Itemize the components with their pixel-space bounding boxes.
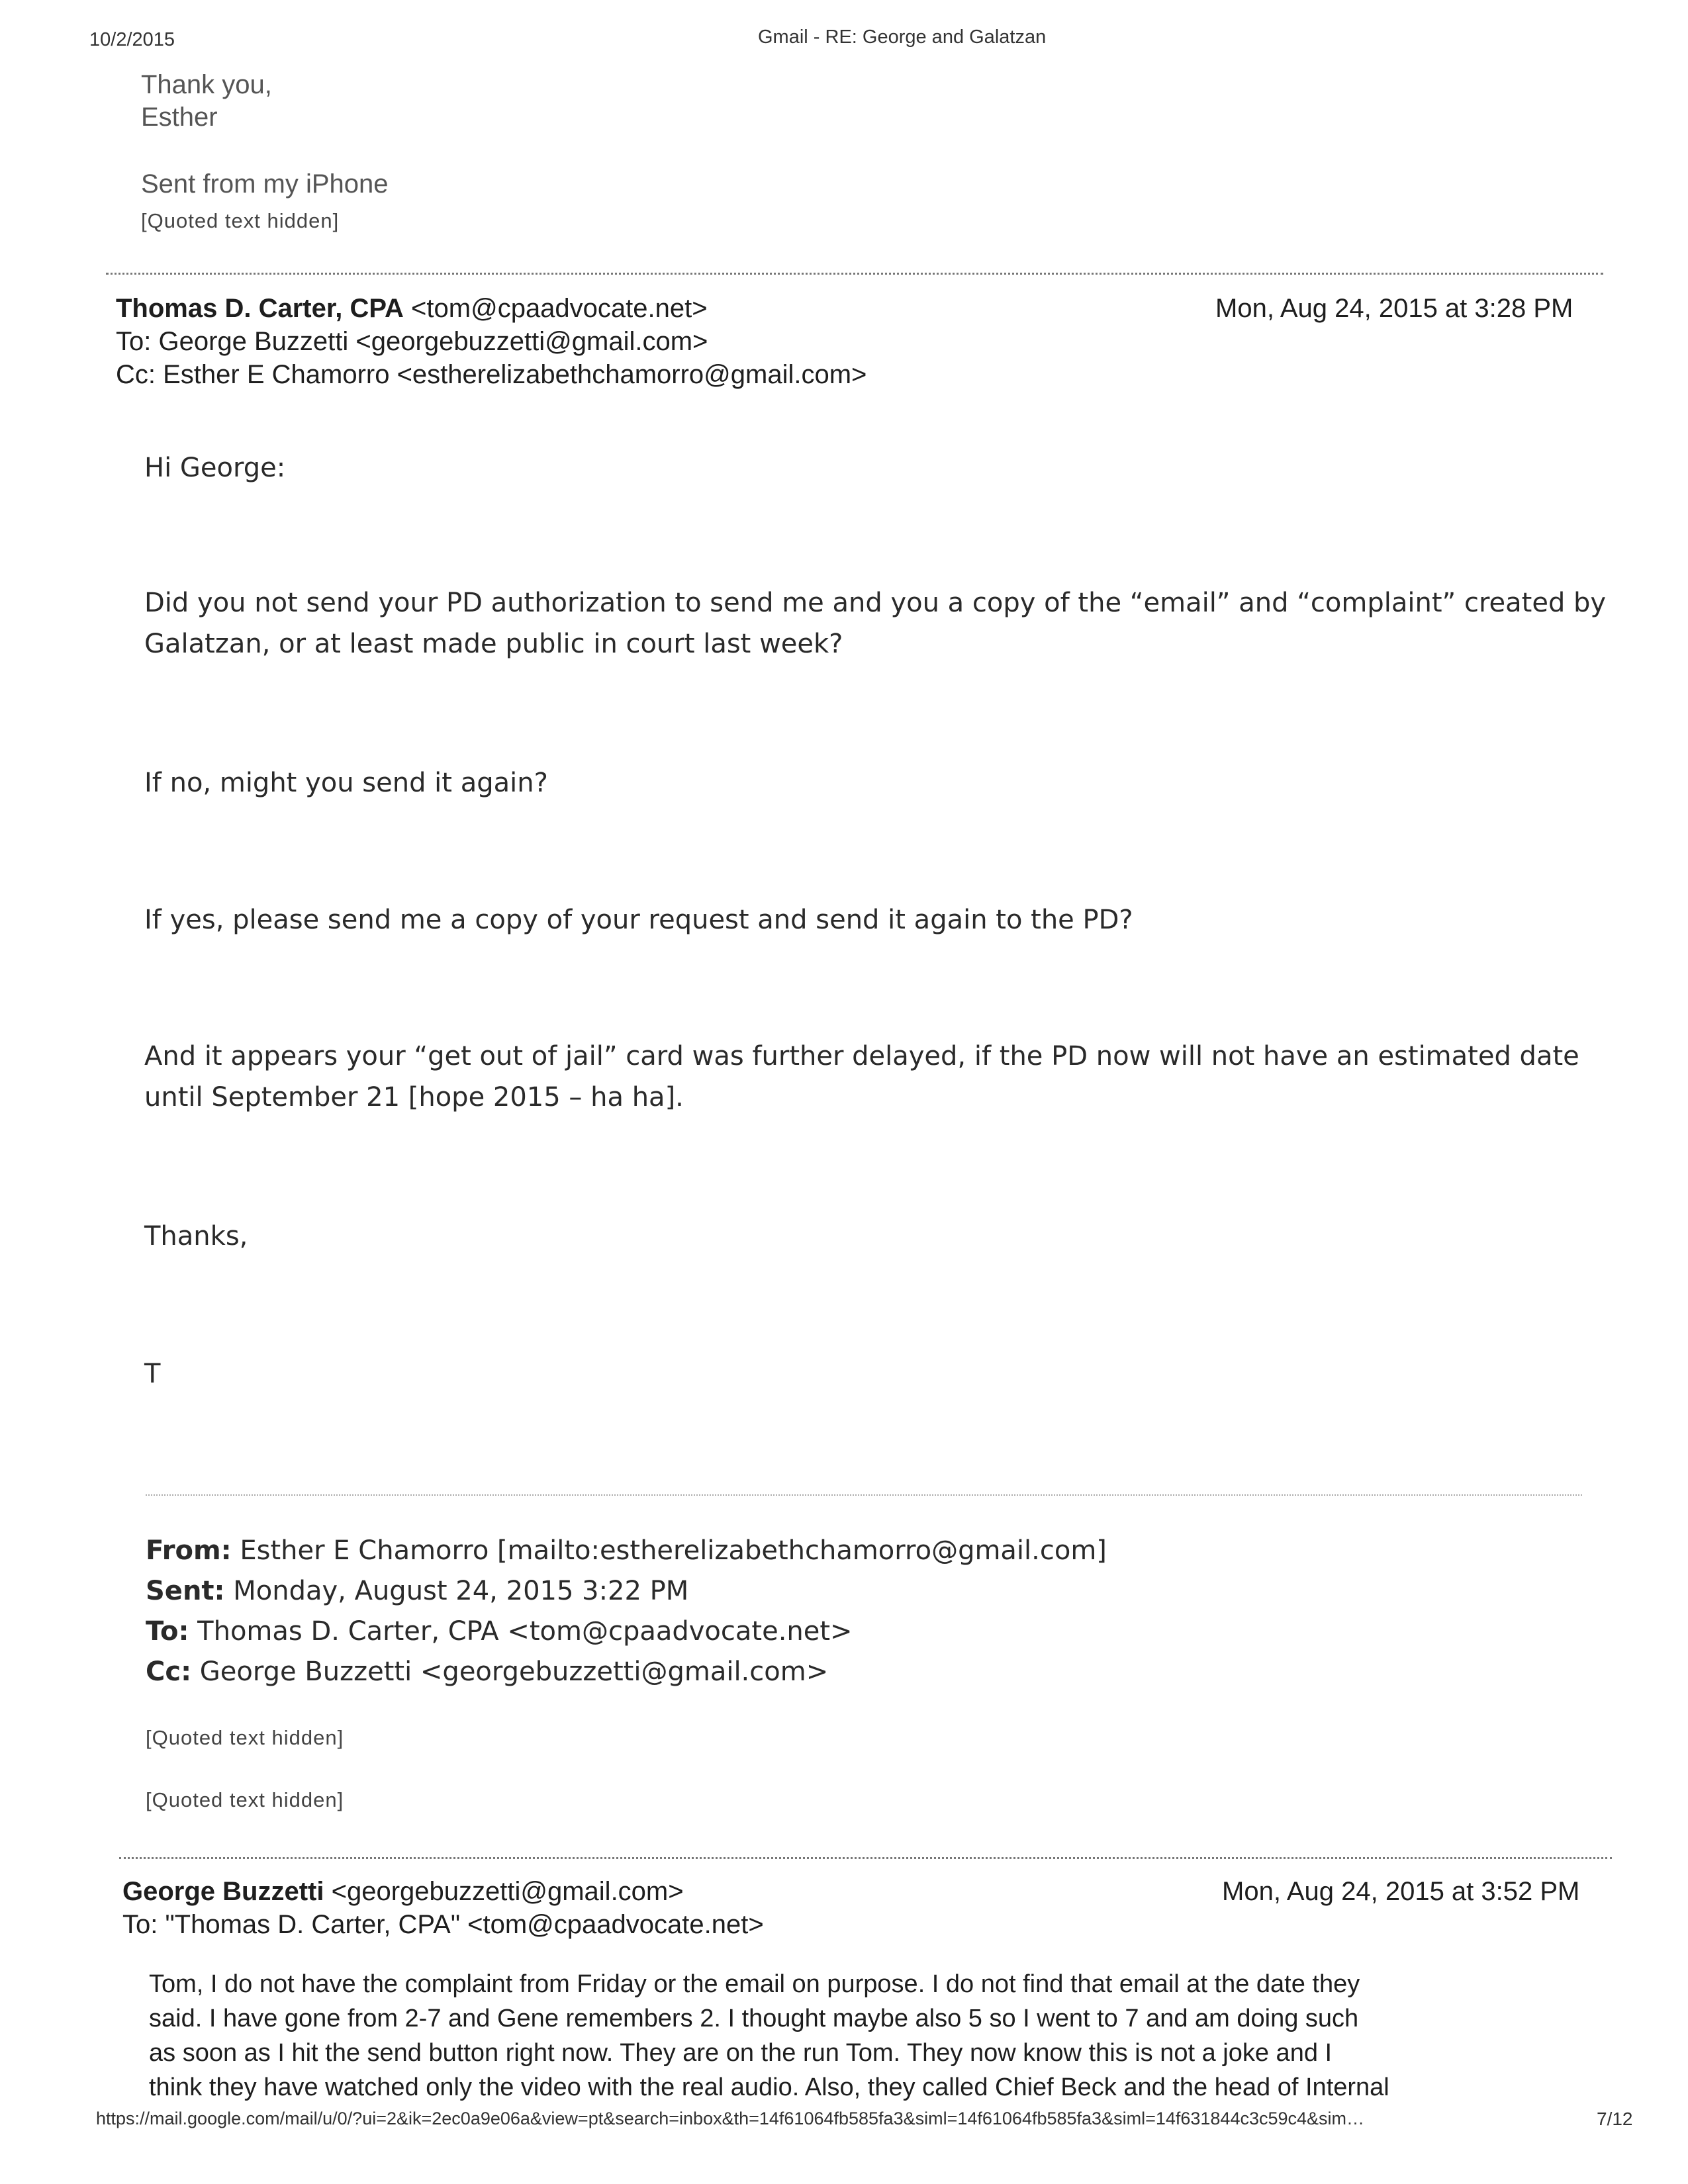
body-line: Tom, I do not have the complaint from Friday or the email on purpose. I do not find that email at the date they [149, 1970, 1360, 1998]
print-title: Gmail - RE: George and Galatzan [758, 26, 1047, 48]
message2-date: Mon, Aug 24, 2015 at 3:52 PM [1222, 1877, 1580, 1906]
quoted-cc [146, 1657, 828, 1687]
message1-paragraph-4-line-1: And it appears your “get out of jail” card was further delayed, if the PD now will not have an estimated date [144, 1041, 1579, 1071]
quoted-sent-value: Monday, August 24, 2015 3:22 PM [233, 1576, 689, 1606]
message2-to: To: "Thomas D. Carter, CPA" <tom@cpaadvocate.net> [122, 1910, 764, 1939]
body-line: think they have watched only the video with the real audio. Also, they called Chief Beck and the head of Internal [149, 2073, 1389, 2101]
message2-sender[interactable] [122, 1877, 684, 1907]
quoted-sent-label: Sent: [146, 1576, 225, 1606]
body-line: as soon as I hit the send button right now. They are on the run Tom. They now know this is not a joke and I [149, 2039, 1333, 2067]
quoted-from-label: From: [146, 1535, 232, 1566]
page-number: 7/12 [1597, 2109, 1633, 2129]
message1-paragraph-2: If no, might you send it again? [144, 768, 548, 798]
body-line: said. I have gone from 2-7 and Gene remembers 2. I thought maybe also 5 so I went to 7 and am doing such [149, 2005, 1359, 2032]
message1-paragraph-1-line-1: Did you not send your PD authorization to send me and you a copy of the “email” and “complaint” created by [144, 588, 1607, 618]
sender-name: George Buzzetti [122, 1877, 324, 1906]
quoted-text-toggle[interactable]: [Quoted text hidden] [146, 1726, 344, 1749]
quoted-cc-value: George Buzzetti <georgebuzzetti@gmail.com> [199, 1657, 829, 1687]
message-divider [106, 273, 1603, 275]
closing-line: Thank you, [141, 70, 272, 99]
quoted-to [146, 1616, 853, 1647]
message1-paragraph-1-line-2: Galatzan, or at least made public in court last week? [144, 629, 843, 659]
message1-paragraph-3: If yes, please send me a copy of your request and send it again to the PD? [144, 905, 1133, 935]
message1-signoff: T [144, 1359, 161, 1389]
closing-name: Esther [141, 103, 218, 132]
quoted-from-value: Esther E Chamorro [mailto:estherelizabethchamorro@gmail.com] [240, 1535, 1107, 1566]
message1-to: To: George Buzzetti <georgebuzzetti@gmail.com> [116, 327, 708, 356]
sender-name: Thomas D. Carter, CPA [116, 294, 404, 323]
message1-date: Mon, Aug 24, 2015 at 3:28 PM [1215, 294, 1573, 323]
quoted-to-value: Thomas D. Carter, CPA <tom@cpaadvocate.net> [197, 1616, 853, 1647]
quoted-text-toggle[interactable]: [Quoted text hidden] [146, 1788, 344, 1811]
message-divider [119, 1857, 1612, 1859]
sender-email: <tom@cpaadvocate.net> [411, 294, 708, 323]
message2-body [149, 1967, 1579, 2105]
quoted-sent [146, 1576, 688, 1606]
quoted-cc-label: Cc: [146, 1657, 192, 1687]
message1-paragraph-4-line-2: until September 21 [hope 2015 – ha ha]. [144, 1082, 684, 1113]
quoted-to-label: To: [146, 1616, 189, 1647]
sender-email: <georgebuzzetti@gmail.com> [331, 1877, 684, 1906]
print-date: 10/2/2015 [89, 29, 175, 50]
quoted-text-toggle[interactable]: [Quoted text hidden] [141, 209, 340, 232]
message1-sender[interactable] [116, 294, 708, 324]
quoted-from [146, 1535, 1107, 1566]
print-url: https://mail.google.com/mail/u/0/?ui=2&ik=2ec0a9e06a&view=pt&search=inbox&th=14f61064fb585fa3&siml=14f61064fb585fa3&siml=14f631844c3c59c4&sim… [96, 2109, 1365, 2128]
message1-greeting: Hi George: [144, 453, 286, 483]
message1-cc: Cc: Esther E Chamorro <estherelizabethchamorro@gmail.com> [116, 360, 867, 389]
quoted-divider [146, 1494, 1582, 1496]
message1-thanks: Thanks, [144, 1221, 248, 1251]
signature-line: Sent from my iPhone [141, 169, 389, 199]
